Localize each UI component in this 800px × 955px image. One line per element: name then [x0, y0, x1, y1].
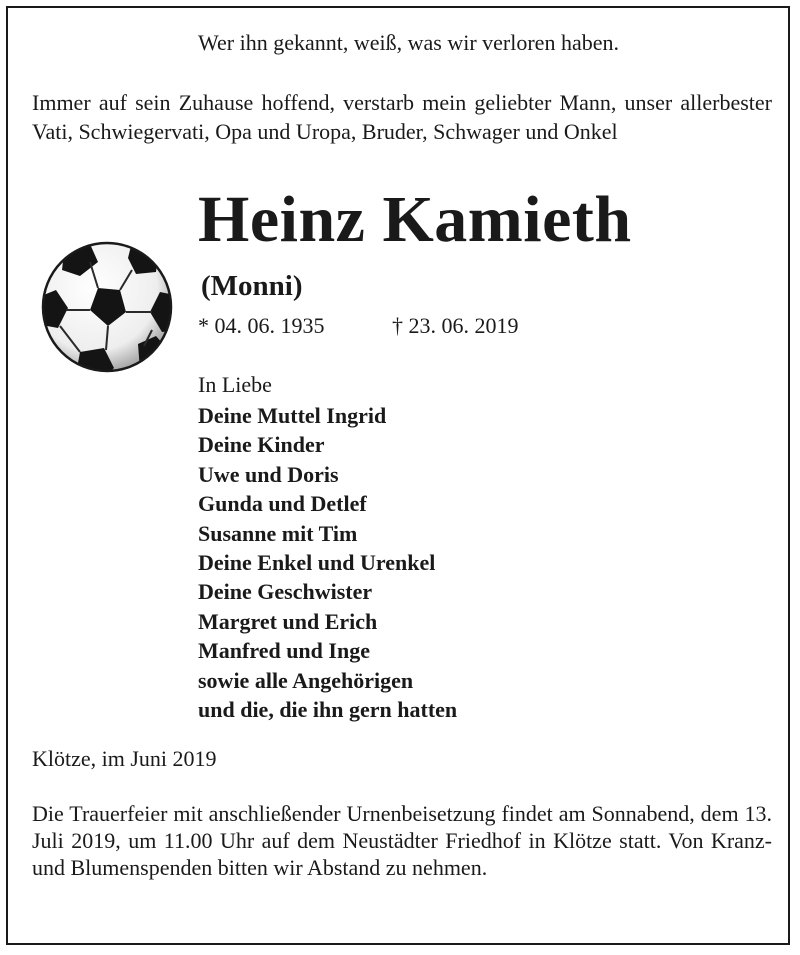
signoff: In Liebe [198, 372, 272, 397]
mourner-line: Deine Kinder [198, 432, 325, 458]
mourner-line: und die, die ihn gern hatten [198, 697, 458, 723]
soccer-ball-icon [40, 240, 174, 374]
mourner-line: sowie alle Angehörigen [198, 667, 414, 693]
motto-line: Wer ihn gekannt, weiß, was wir verloren haben. [198, 30, 619, 55]
place-date: Klötze, im Juni 2019 [32, 746, 217, 771]
mourner-line: Margret und Erich [198, 608, 378, 634]
mourner-line: Deine Geschwister [198, 579, 373, 605]
mourner-line: Deine Muttel Ingrid [198, 403, 387, 428]
intro-text: Immer auf sein Zuhause hoffend, verstarb mein geliebter Mann, unser allerbester Vati, Schwiegervati, Opa und Uropa, Bruder, Schwager und Onkel [32, 90, 772, 144]
death-date: † 23. 06. 2019 [392, 313, 519, 338]
mourner-line: Susanne mit Tim [198, 520, 358, 546]
funeral-notice: Die Trauerfeier mit anschließender Urnenbeisetzung findet am Sonnabend, dem 13. Juli 2019, um 11.00 Uhr auf dem Neustädter Friedhof in Klötze statt. Von Kranz- und Blumenspenden bitten wir Abstand zu nehmen. [32, 801, 772, 880]
mourners-list [198, 401, 457, 724]
mourner-line: Uwe und Doris [198, 461, 339, 487]
mourner-line: Gunda und Detlef [198, 491, 367, 517]
birth-date: * 04. 06. 1935 [198, 313, 325, 338]
mourner-line: Deine Enkel und Urenkel [198, 550, 436, 576]
deceased-nickname: (Monni) [201, 270, 303, 302]
mourner-line: Manfred und Inge [198, 638, 370, 664]
deceased-name: Heinz Kamieth [198, 183, 632, 256]
